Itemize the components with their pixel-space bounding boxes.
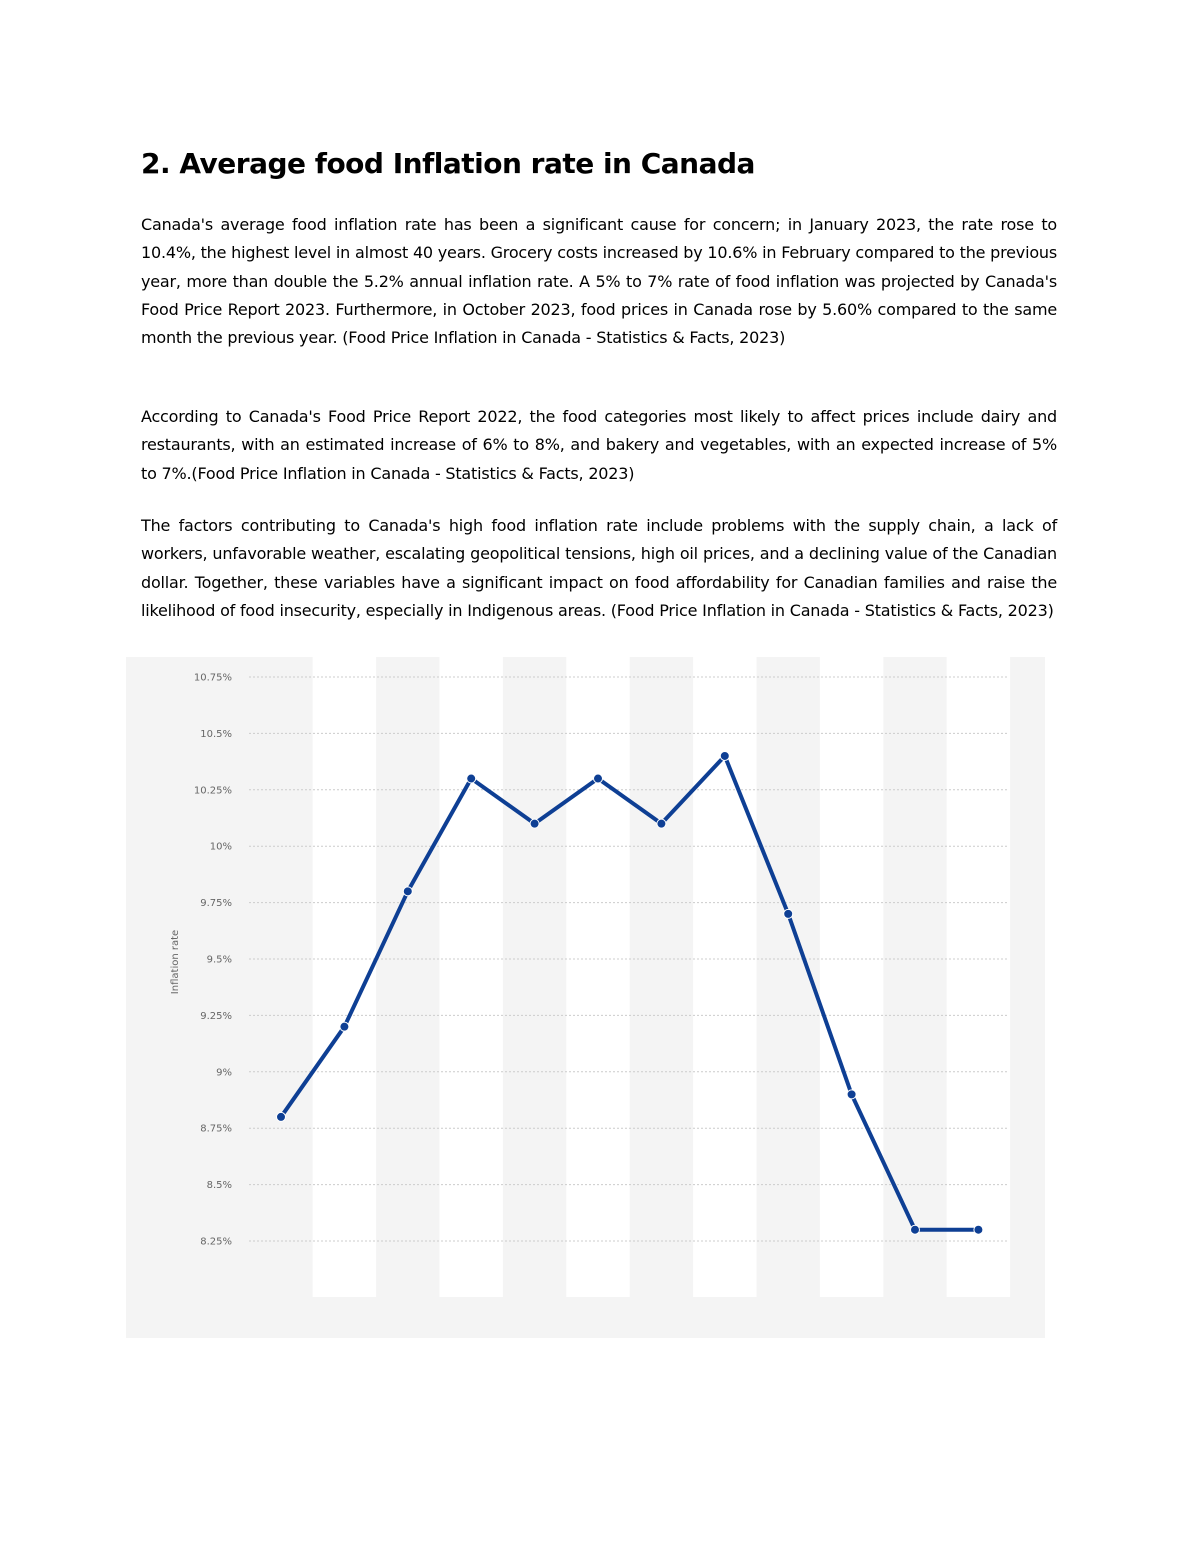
y-axis-label: Inflation rate: [170, 929, 181, 995]
y-tick-label: 10.75%: [193, 672, 232, 684]
column-band: [820, 657, 883, 1297]
y-tick-label: 9.5%: [206, 954, 232, 966]
data-point: [530, 819, 539, 828]
data-point: [784, 909, 793, 918]
data-point: [340, 1022, 349, 1031]
data-point: [467, 774, 476, 783]
y-tick-label: 9.75%: [200, 898, 232, 910]
y-tick-label: 9.25%: [200, 1010, 232, 1022]
column-band: [440, 657, 503, 1297]
paragraph-2: According to Canada's Food Price Report 2022, the food categories most likely to affect prices include dairy and restaurants, with an estimated increase of 6% to 8%, and bakery and vegetables, with an expected increase of 5% to 7%.(Food Price Inflation in Canada - Statistics & Facts, 2023): [141, 407, 1057, 483]
y-tick-label: 10%: [209, 841, 232, 853]
inflation-chart: [126, 657, 1045, 1338]
y-tick-label: 8.75%: [200, 1123, 232, 1135]
column-band: [566, 657, 629, 1297]
data-point: [594, 774, 603, 783]
y-tick-label: 8.5%: [206, 1180, 232, 1192]
y-tick-label: 9%: [216, 1067, 232, 1079]
data-point: [911, 1225, 920, 1234]
y-tick-label: 10.25%: [193, 785, 232, 797]
section-heading: 2. Average food Inflation rate in Canada: [141, 147, 755, 180]
column-band: [947, 657, 1010, 1297]
chart-canvas: [126, 657, 1045, 1338]
y-tick-label: 8.25%: [200, 1236, 232, 1248]
paragraph-1: Canada's average food inflation rate has been a significant cause for concern; in January 2023, the rate rose to 10.4%, the highest level in almost 40 years. Grocery costs increased by 10.6% in February compared to the previous year, more than double the 5.2% annual inflation rate. A 5% to 7% rate of food inflation was projected by Canada's Food Price Report 2023. Furthermore, in October 2023, food prices in Canada rose by 5.60% compared to the same month the previous year. (Food Price Inflation in Canada - Statistics & Facts, 2023): [141, 215, 1057, 348]
y-tick-label: 10.5%: [200, 728, 232, 740]
data-point: [974, 1225, 983, 1234]
paragraph-3: The factors contributing to Canada's high food inflation rate include problems with the supply chain, a lack of workers, unfavorable weather, escalating geopolitical tensions, high oil prices, and a declining value of the Canadian dollar. Together, these variables have a significant impact on food affordability for Canadian families and raise the likelihood of food insecurity, especially in Indigenous areas. (Food Price Inflation in Canada - Statistics & Facts, 2023): [141, 516, 1057, 620]
data-point: [657, 819, 666, 828]
data-point: [847, 1090, 856, 1099]
data-point: [403, 887, 412, 896]
data-point: [277, 1112, 286, 1121]
data-point: [720, 751, 729, 760]
